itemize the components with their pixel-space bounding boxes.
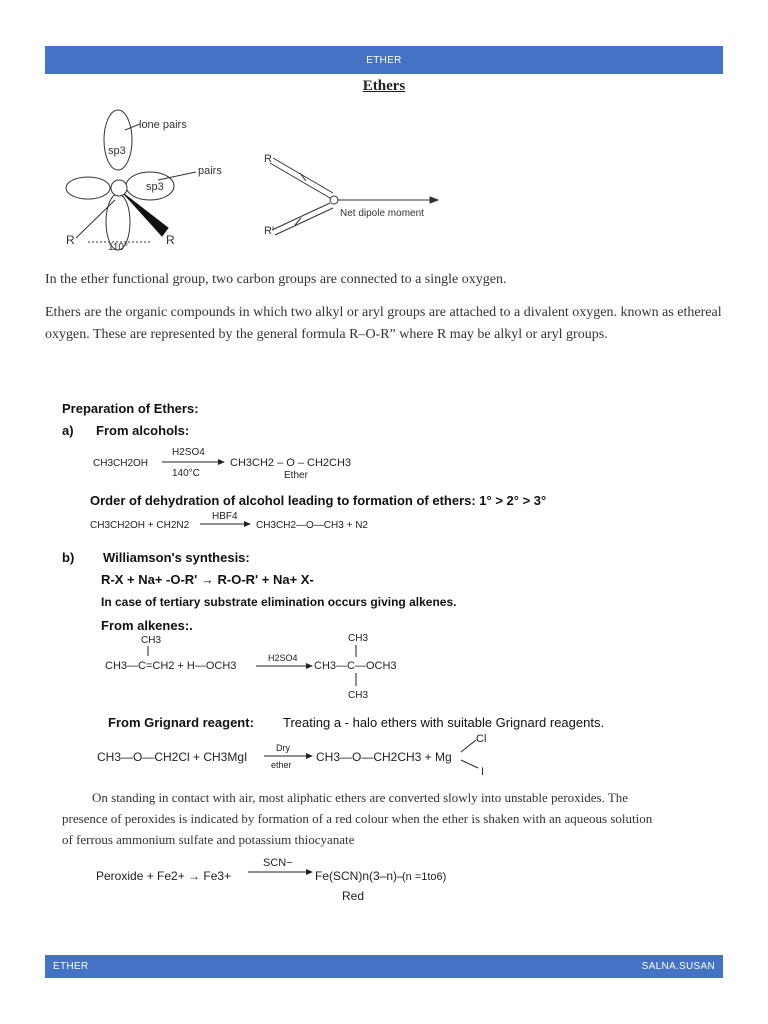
alkene-left: CH3—C=CH2 + H—OCH3: [105, 660, 237, 672]
alkene-bottom-ch3-right: CH3: [348, 690, 369, 701]
williamson-equation: R-X + Na+ -O-R' → R-O-R' + Na+ X-: [101, 572, 314, 587]
sp3-top-label: sp3: [108, 145, 126, 157]
alkene-top-ch3-left: CH3: [141, 635, 162, 646]
footer-left: ETHER: [53, 961, 89, 972]
peroxide-label: Red: [342, 889, 365, 903]
reaction2-reagent: HBF4: [212, 511, 238, 522]
r-top-label: R: [264, 153, 272, 165]
page-title: Ethers: [362, 78, 406, 94]
reaction1-reactant: CH3CH2OH: [93, 458, 149, 469]
grignard-i: I: [481, 766, 485, 778]
peroxide-product: Fe(SCN)n(3–n)–: [315, 869, 404, 883]
grignard-description: Treating a - halo ethers with suitable Grignard reagents.: [283, 715, 605, 730]
r-bottom-label: R': [264, 225, 275, 237]
peroxide-range: (n =1to6): [402, 871, 447, 883]
intro-paragraph: In the ether functional group, two carbon groups are connected to a single oxygen.: [45, 272, 507, 287]
reaction2-reactants: CH3CH2OH + CH2N2: [90, 520, 190, 531]
alkenes-title: From alkenes:.: [101, 618, 193, 633]
grignard-cl: Cl: [476, 733, 487, 745]
angle-label: 110°: [108, 242, 128, 253]
alkene-right: CH3—C—OCH3: [314, 660, 397, 672]
grignard-reagent-top: Dry: [276, 743, 290, 753]
footer-right: SALNA.SUSAN: [641, 961, 715, 972]
section-b-title: Williamson's synthesis:: [103, 550, 250, 565]
footer-bar: [45, 955, 723, 978]
r-left-label: R: [66, 233, 75, 247]
reaction2-product: CH3CH2—O—CH3 + N2: [256, 520, 368, 531]
grignard-reagent-bottom: ether: [271, 760, 292, 770]
reaction1-reagent: H2SO4: [172, 447, 205, 458]
reaction1-product: CH3CH2 – O – CH2CH3: [230, 457, 352, 469]
lone-pairs-label: lone pairs: [139, 119, 187, 131]
definition-paragraph: Ethers are the organic compounds in which two alkyl or aryl groups are attached to a divalent oxygen. known as ethereal oxygen. These are represented by the general formula R–O-R” where R may be alkyl or aryl groups.: [45, 305, 722, 342]
reaction1-condition: 140°C: [172, 468, 200, 479]
sp3-right-label: sp3: [146, 181, 164, 193]
dehydration-order: Order of dehydration of alcohol leading to formation of ethers: 1° > 2° > 3°: [90, 493, 547, 508]
dipole-label: Net dipole moment: [340, 208, 424, 219]
header-title: ETHER: [366, 54, 402, 66]
section-b-label: b): [62, 550, 75, 565]
peroxide-paragraph: On standing in contact with air, most aliphatic ethers are converted slowly into unstable peroxides. The presence of peroxides is indicated by formation of a red colour when the ether is shaken with an aqueous solution of ferrous ammonium sulfate and potassium thiocyanate: [62, 790, 653, 847]
preparation-heading: Preparation of Ethers:: [62, 401, 199, 416]
section-a-label: a): [62, 423, 74, 438]
pairs-label: pairs: [198, 165, 222, 177]
section-a-title: From alcohols:: [96, 423, 190, 438]
peroxide-reagent: SCN−: [263, 857, 293, 869]
grignard-left: CH3—O—CH2Cl + CH3MgI: [97, 750, 248, 764]
alkene-top-ch3-right: CH3: [348, 633, 369, 644]
tertiary-note: In case of tertiary substrate elimination occurs giving alkenes.: [101, 595, 457, 609]
r-right-label: R: [166, 233, 175, 247]
reaction1-product-label: Ether: [284, 470, 308, 481]
peroxide-left: Peroxide + Fe2+ → Fe3+: [96, 869, 232, 883]
grignard-right: CH3—O—CH2CH3 + Mg: [316, 750, 452, 764]
alkene-reagent: H2SO4: [268, 653, 298, 663]
grignard-title: From Grignard reagent:: [108, 715, 254, 730]
